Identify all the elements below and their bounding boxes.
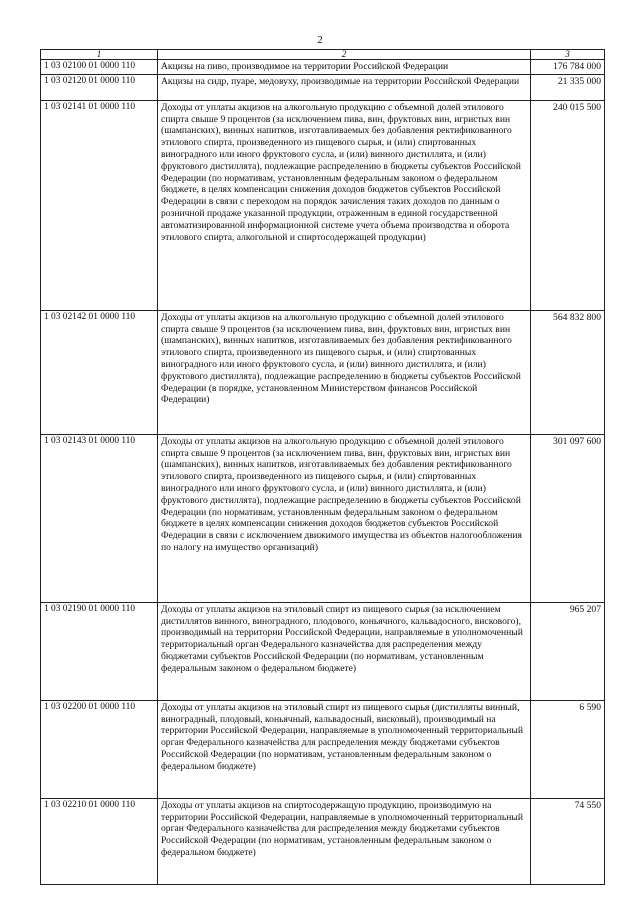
table-row (41, 798, 605, 884)
revenue-description: Доходы от уплаты акцизов на этиловый спирт из пищевого сырья (дистилляты винный, виноградный, плодовый, коньячный, кальвадосный, висковый), производимый на территории Российской Федерации, направляемые в уполномоченный территориальный орган Федерального казначейства для распределения между бюджетами субъектов Российской Федерации (по нормативам, установленным федеральным законом о федеральном бюджете) (158, 700, 531, 798)
table-row (41, 434, 605, 602)
revenue-description: Акцизы на сидр, пуаре, медовуху, производимые на территории Российской Федерации (158, 74, 531, 100)
table-row (41, 310, 605, 434)
budget-code: 1 03 02200 01 0000 110 (41, 700, 158, 798)
revenue-description: Акцизы на пиво, производимое на территории Российской Федерации (158, 60, 531, 75)
amount: 21 335 000 (531, 74, 605, 100)
amount: 74 550 (531, 798, 605, 884)
page-number: 2 (317, 34, 323, 46)
budget-code: 1 03 02142 01 0000 110 (41, 310, 158, 434)
budget-code: 1 03 02143 01 0000 110 (41, 434, 158, 602)
budget-code: 1 03 02210 01 0000 110 (41, 798, 158, 884)
budget-code: 1 03 02120 01 0000 110 (41, 74, 158, 100)
revenue-description: Доходы от уплаты акцизов на алкогольную продукцию с объемной долей этилового спирта свыше 9 процентов (за исключением пива, вин, фруктовых вин, игристых вин (шампанских), винных напитков, изготавливаемых без добавления ректификованного этилового спирта, произведенного из пищевого сырья, и (или) спиртованных виноградного или иного фруктового сусла, и (или) винного дистиллята, и (или) фруктового дистиллята), подлежащие распределению в бюджеты субъектов Российской Федерации (по нормативам, установленным федеральным законом о федеральном бюджете, в целях компенсации снижения доходов бюджетов субъектов Российской Федерации в связи с переходом на порядок зачисления таких доходов по данным о розничной продаже указанной продукции, отраженным в единой государственной автоматизированной информационной системе учета объема производства и оборота этилового спирта, алкогольной и спиртосодержащей продукции) (158, 100, 531, 310)
table-header-row (41, 50, 605, 60)
revenue-description: Доходы от уплаты акцизов на алкогольную продукцию с объемной долей этилового спирта свыше 9 процентов (за исключением пива, вин, фруктовых вин, игристых вин (шампанских), винных напитков, изготавливаемых без добавления ректификованного этилового спирта, произведенного из пищевого сырья, и (или) спиртованных виноградного или иного фруктового сусла, и (или) винного дистиллята, и (или) фруктового дистиллята), подлежащие распределению в бюджеты субъектов Российской Федерации (по нормативам, установленным федеральным законом о федеральном бюджете в целях компенсации снижения доходов бюджетов субъектов Российской Федерации в связи с исключением движимого имущества из объектов налогообложения по налогу на имущество организаций) (158, 434, 531, 602)
budget-code: 1 03 02190 01 0000 110 (41, 602, 158, 700)
amount: 176 784 000 (531, 60, 605, 75)
revenue-description: Доходы от уплаты акцизов на алкогольную продукцию с объемной долей этилового спирта свыше 9 процентов (за исключением пива, вин, фруктовых вин, игристых вин (шампанских), винных напитков, изготавливаемых без добавления ректификованного этилового спирта, произведенного из пищевого сырья, и (или) спиртованных виноградного или иного фруктового сусла, и (или) винного дистиллята, и (или) фруктового дистиллята), подлежащие распределению в бюджеты субъектов Российской Федерации (в порядке, установленном Министерством финансов Российской Федерации) (158, 310, 531, 434)
table-row (41, 100, 605, 310)
budget-code: 1 03 02141 01 0000 110 (41, 100, 158, 310)
revenue-description: Доходы от уплаты акцизов на спиртосодержащую продукцию, производимую на территории Российской Федерации, направляемые в уполномоченный территориальный орган Федерального казначейства для распределения между бюджетами субъектов Российской Федерации (по нормативам, установленным федеральным законом о федеральном бюджете) (158, 798, 531, 884)
revenue-description: Доходы от уплаты акцизов на этиловый спирт из пищевого сырья (за исключением дистиллятов винного, виноградного, плодового, коньячного, кальвадосного, вискового), производимый на территории Российской Федерации, направляемые в уполномоченный территориальный орган Федерального казначейства для распределения между бюджетами субъектов Российской Федерации (по нормативам, установленным федеральным законом о федеральном бюджете) (158, 602, 531, 700)
amount: 240 015 500 (531, 100, 605, 310)
amount: 6 590 (531, 700, 605, 798)
table-row (41, 602, 605, 700)
amount: 965 207 (531, 602, 605, 700)
amount: 301 097 600 (531, 434, 605, 602)
revenue-table (40, 49, 605, 885)
table-row (41, 700, 605, 798)
column-number-2: 2 (158, 50, 531, 60)
column-number-3: 3 (531, 50, 605, 60)
table-row (41, 60, 605, 75)
table-row (41, 74, 605, 100)
column-number-1: 1 (41, 50, 158, 60)
budget-code: 1 03 02100 01 0000 110 (41, 60, 158, 75)
amount: 564 832 800 (531, 310, 605, 434)
